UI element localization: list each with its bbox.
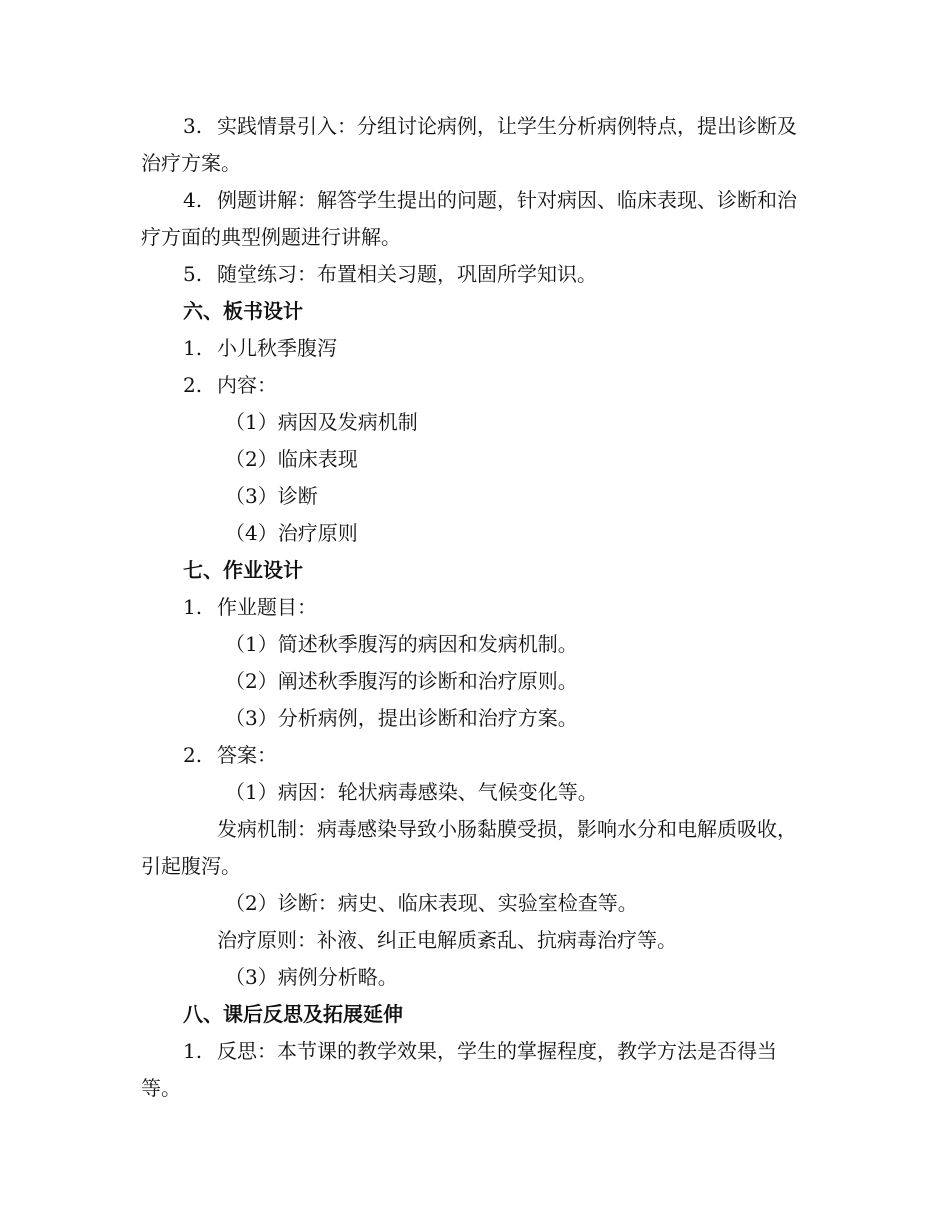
- item-number: 1.: [183, 595, 203, 619]
- item-text: 答案：: [217, 743, 277, 767]
- sub-item: （3）病例分析略。: [225, 965, 398, 989]
- paragraph-item-2: [141, 367, 809, 404]
- paragraph-item-3: [141, 108, 809, 182]
- section-heading-8: 八、课后反思及拓展延伸: [183, 1002, 403, 1026]
- paragraph-item-4: [141, 182, 809, 256]
- sub-item: （2）阐述秋季腹泻的诊断和治疗原则。: [225, 669, 578, 693]
- sub-item: （3）诊断: [225, 484, 318, 508]
- item-number: 1.: [183, 1039, 203, 1063]
- item-number: 3.: [183, 114, 203, 138]
- sub-item: （2）临床表现: [225, 447, 358, 471]
- body-text: 治疗原则：补液、纠正电解质紊乱、抗病毒治疗等。: [217, 928, 677, 952]
- paragraph-item-1: [141, 1033, 809, 1107]
- sub-item: （2）诊断：病史、临床表现、实验室检查等。: [225, 891, 638, 915]
- item-text: 反思：本节课的教学效果，学生的掌握程度，教学方法是否得当等。: [141, 1039, 777, 1100]
- sub-item: （1）病因及发病机制: [225, 410, 418, 434]
- item-text: 随堂练习：布置相关习题，巩固所学知识。: [217, 262, 597, 286]
- body-text: 发病机制：病毒感染导致小肠黏膜受损，影响水分和电解质吸收，引起腹泻。: [141, 817, 797, 878]
- item-text: 作业题目：: [217, 595, 317, 619]
- item-number: 2.: [183, 373, 203, 397]
- sub-item: （4）治疗原则: [225, 521, 358, 545]
- item-number: 4.: [183, 188, 203, 212]
- section-heading-7: 七、作业设计: [183, 558, 303, 582]
- item-text: 内容：: [217, 373, 277, 397]
- item-text: 例题讲解：解答学生提出的问题，针对病因、临床表现、诊断和治疗方面的典型例题进行讲解。: [141, 188, 797, 249]
- paragraph-item-5: [141, 256, 809, 293]
- item-number: 2.: [183, 743, 203, 767]
- section-heading-6: 六、板书设计: [183, 299, 303, 323]
- paragraph-item-1: [141, 589, 809, 626]
- sub-item: （1）简述秋季腹泻的病因和发病机制。: [225, 632, 578, 656]
- item-number: 1.: [183, 336, 203, 360]
- item-number: 5.: [183, 262, 203, 286]
- sub-item: （3）分析病例，提出诊断和治疗方案。: [225, 706, 578, 730]
- paragraph-item-2: [141, 737, 809, 774]
- item-text: 小儿秋季腹泻: [217, 336, 337, 360]
- document-body: [141, 108, 809, 1107]
- paragraph-item-1: [141, 330, 809, 367]
- sub-item: （1）病因：轮状病毒感染、气候变化等。: [225, 780, 598, 804]
- item-text: 实践情景引入：分组讨论病例，让学生分析病例特点，提出诊断及治疗方案。: [141, 114, 797, 175]
